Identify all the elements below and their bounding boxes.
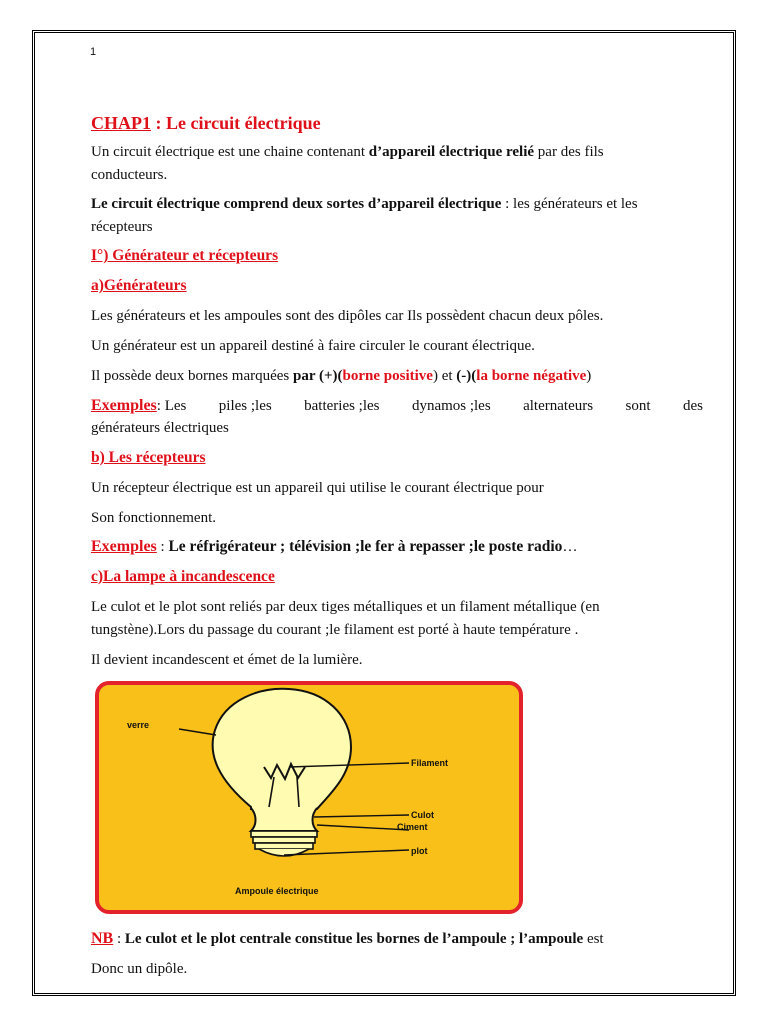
label-ciment: Ciment: [397, 822, 428, 832]
example-word: piles ;les: [218, 398, 272, 414]
nb-line-1: [91, 930, 604, 948]
chapter-label: CHAP1: [91, 113, 151, 133]
page-number: 1: [90, 46, 97, 58]
text: et: [437, 368, 457, 384]
text: :: [156, 539, 169, 555]
recepteurs-examples: Le réfrigérateur ; télévision ;le fer à repasser ;le poste radio: [168, 538, 563, 555]
section-heading-generateur-recepteurs: I°) Générateur et récepteurs: [91, 247, 279, 264]
example-word: batteries ;les: [304, 398, 380, 414]
generateurs-text-3: [91, 367, 591, 385]
nb-line-2: Donc un dipôle.: [91, 961, 188, 977]
nb-label: NB: [91, 930, 114, 947]
text: ): [432, 368, 438, 384]
recepteurs-text-1: Un récepteur électrique est un appareil qui utilise le courant électrique pour: [91, 480, 544, 496]
example-word: des: [682, 398, 703, 414]
examples-label: Exemples: [91, 397, 157, 414]
bulb-diagram-svg: [99, 685, 519, 910]
subsection-heading-recepteurs: b) Les récepteurs: [91, 449, 206, 466]
leader-line-culot: [314, 815, 409, 817]
bulb-base-ring: [251, 831, 317, 837]
figure-caption: Ampoule électrique: [235, 886, 319, 896]
text: ): [586, 368, 592, 384]
bulb-base-ring: [255, 843, 313, 849]
intro-bold: Le circuit électrique comprend deux sortes d’appareil électrique: [91, 196, 502, 212]
intro-line-4: récepteurs: [91, 219, 153, 235]
bulb-neck: [251, 808, 317, 831]
label-filament: Filament: [411, 758, 449, 768]
recepteurs-text-2: Son fonctionnement.: [91, 510, 216, 526]
intro-text: par des fils: [534, 144, 604, 160]
lampe-text-1: Le culot et le plot sont reliés par deux tiges métalliques et un filament métallique (en: [91, 599, 600, 615]
intro-text: : les générateurs et les: [501, 196, 638, 212]
examples-label: Exemples: [91, 538, 157, 555]
chapter-title: [91, 114, 321, 134]
bold-text: par (+)(: [293, 368, 343, 384]
intro-line-2: conducteurs.: [91, 167, 168, 183]
borne-positive: borne positive: [342, 368, 433, 384]
example-word: sont: [625, 398, 651, 414]
label-verre: verre: [127, 720, 150, 730]
title-separator: :: [151, 113, 166, 133]
text: est: [583, 931, 604, 947]
intro-line-1: [91, 143, 604, 161]
example-word: : Les: [156, 398, 187, 414]
intro-text: Un circuit électrique est une chaine contenant: [91, 144, 369, 160]
text: …: [562, 539, 578, 555]
nb-text: Le culot et le plot centrale constitue les bornes de l’ampoule ; l’ampoule: [124, 931, 584, 947]
recepteurs-examples-line: [91, 538, 577, 556]
leader-line-ciment: [317, 825, 409, 830]
leader-line-verre: [179, 729, 216, 735]
generateurs-text-2: Un générateur est un appareil destiné à faire circuler le courant électrique.: [91, 338, 535, 354]
example-word: alternateurs: [523, 398, 594, 414]
borne-negative: la borne négative: [476, 368, 587, 384]
text: :: [113, 931, 125, 947]
label-plot: plot: [411, 846, 428, 856]
lampe-text-3: Il devient incandescent et émet de la lumière.: [91, 652, 363, 668]
generateurs-examples-line: [91, 397, 703, 415]
bulb-diagram: [95, 681, 523, 914]
example-word: dynamos ;les: [411, 398, 491, 414]
lampe-text-2: tungstène).Lors du passage du courant ;le filament est porté à haute température .: [91, 622, 579, 638]
bulb-glass: [213, 689, 351, 809]
label-culot: Culot: [411, 810, 434, 820]
subsection-heading-generateurs: a)Générateurs: [91, 277, 187, 294]
intro-bold: d’appareil électrique relié: [368, 144, 535, 160]
generateurs-text-1: Les générateurs et les ampoules sont des dipôles car Ils possèdent chacun deux pôles.: [91, 308, 604, 324]
bold-text: (-)(: [456, 368, 477, 384]
chapter-heading: Le circuit électrique: [166, 113, 321, 133]
subsection-heading-lampe: c)La lampe à incandescence: [91, 568, 275, 585]
bulb-base-ring: [253, 837, 315, 843]
intro-line-3: [91, 195, 638, 213]
text: Il possède deux bornes marquées: [91, 368, 294, 384]
generateurs-examples-cont: générateurs électriques: [91, 420, 229, 436]
